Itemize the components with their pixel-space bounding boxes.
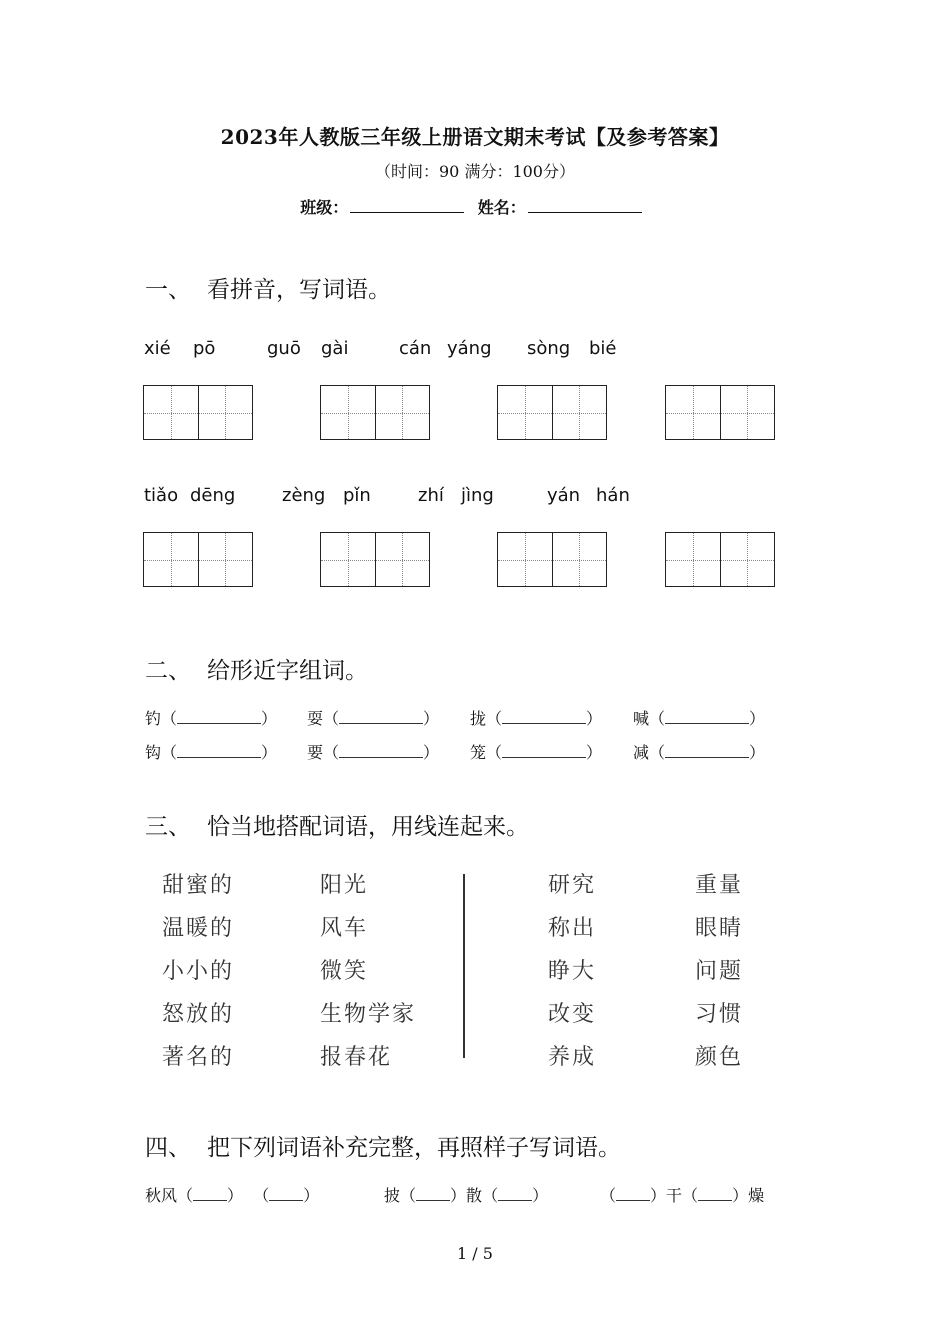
match-word-left[interactable]: 怒放的 [162,1002,235,1027]
writing-grid[interactable] [665,385,775,440]
writing-grid[interactable] [497,385,607,440]
match-word-left[interactable]: 温暖的 [162,916,235,941]
match-word-right[interactable]: 阳光 [320,873,369,898]
pinyin-syllable: bié [589,338,617,359]
match-word-left[interactable]: 养成 [548,1045,597,1070]
writing-grid[interactable] [143,532,253,587]
exam-time-info: （时间：90 满分：100分） [375,162,575,181]
answer-blank[interactable] [502,709,586,724]
writing-grid[interactable] [320,532,430,587]
match-word-left[interactable]: 小小的 [162,959,235,984]
section-number: 一、 [145,277,191,303]
pinyin-syllable: guō [267,338,301,359]
writing-grid[interactable] [320,385,430,440]
match-word-right[interactable]: 颜色 [695,1045,744,1070]
class-input-line[interactable] [350,198,464,213]
similar-char-item: 笼（ ） [470,743,603,762]
section-2-heading [145,652,368,685]
pinyin-syllable: zèng [282,485,326,506]
similar-char-item: 喊（ ） [633,709,766,728]
fill-word-item: 披（ ）散（ ） [384,1186,549,1205]
similar-char-item: 拢（ ） [470,709,603,728]
writing-grid[interactable] [665,532,775,587]
section-number: 二、 [145,658,191,684]
answer-blank[interactable] [269,1186,303,1201]
section-4-heading [145,1129,621,1162]
pinyin-syllable: yán [547,485,581,506]
writing-grid[interactable] [497,532,607,587]
class-label: 班级： [300,198,349,217]
section-1-heading [145,271,391,304]
name-label: 姓名： [477,198,526,217]
similar-char-item: 耍（ ） [307,709,440,728]
answer-blank[interactable] [665,743,749,758]
pinyin-syllable: dēng [190,485,236,506]
similar-char-item: 要（ ） [307,743,440,762]
pinyin-syllable: xié [144,338,171,359]
page-title: 2023年人教版三年级上册语文期末考试【及参考答案】 [220,125,730,149]
pinyin-syllable: sòng [527,338,571,359]
match-word-right[interactable]: 风车 [320,916,369,941]
match-word-right[interactable]: 重量 [695,873,744,898]
class-name-line [0,195,950,218]
match-word-left[interactable]: 研究 [548,873,597,898]
pinyin-syllable: pō [193,338,216,359]
writing-grid[interactable] [143,385,253,440]
pinyin-syllable: yáng [447,338,492,359]
similar-char-item: 钩（ ） [145,743,278,762]
answer-blank[interactable] [502,743,586,758]
answer-blank[interactable] [698,1186,732,1201]
pinyin-syllable: pǐn [343,485,371,506]
section-instruction: 给形近字组词。 [207,658,368,684]
match-word-left[interactable]: 著名的 [162,1045,235,1070]
match-word-left[interactable]: 睁大 [548,959,597,984]
fill-word-item: 秋风（ ） （ ） [145,1186,320,1205]
section-number: 三、 [145,814,191,840]
section-number: 四、 [145,1135,191,1161]
column-divider [463,874,465,1058]
fill-word-item: （ ）干（ ）燥 [600,1186,765,1205]
section-instruction: 看拼音，写词语。 [207,277,391,303]
match-word-left[interactable]: 改变 [548,1002,597,1027]
page-number: 1 / 5 [457,1244,493,1263]
section-3-heading [145,808,529,841]
match-word-right[interactable]: 眼睛 [695,916,744,941]
match-word-right[interactable]: 问题 [695,959,744,984]
match-word-right[interactable]: 习惯 [695,1002,744,1027]
pinyin-syllable: hán [596,485,630,506]
match-word-right[interactable]: 报春花 [320,1045,393,1070]
pinyin-syllable: tiǎo [144,485,179,506]
similar-char-item: 减（ ） [633,743,766,762]
answer-blank[interactable] [339,743,423,758]
answer-blank[interactable] [193,1186,227,1201]
match-word-left[interactable]: 称出 [548,916,597,941]
match-word-left[interactable]: 甜蜜的 [162,873,235,898]
pinyin-syllable: gài [321,338,349,359]
pinyin-syllable: zhí [418,485,444,506]
answer-blank[interactable] [498,1186,532,1201]
pinyin-syllable: cán [399,338,432,359]
answer-blank[interactable] [177,743,261,758]
answer-blank[interactable] [665,709,749,724]
name-input-line[interactable] [528,198,642,213]
section-instruction: 恰当地搭配词语，用线连起来。 [207,814,529,840]
answer-blank[interactable] [416,1186,450,1201]
similar-char-item: 钓（ ） [145,709,278,728]
match-word-right[interactable]: 生物学家 [320,1002,417,1027]
section-instruction: 把下列词语补充完整，再照样子写词语。 [207,1135,621,1161]
answer-blank[interactable] [339,709,423,724]
match-word-right[interactable]: 微笑 [320,959,369,984]
answer-blank[interactable] [177,709,261,724]
pinyin-syllable: jìng [461,485,494,506]
answer-blank[interactable] [616,1186,650,1201]
